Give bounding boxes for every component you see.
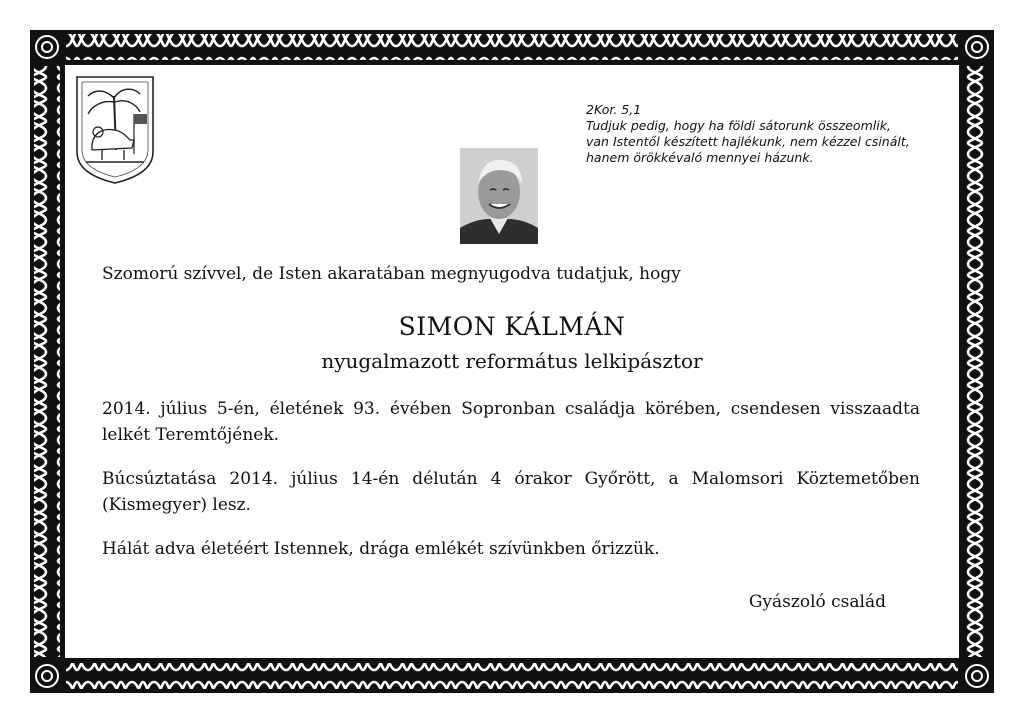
reformed-church-crest-icon <box>74 74 156 186</box>
deceased-name: SIMON KÁLMÁN <box>398 312 626 341</box>
deceased-title: nyugalmazott református lelkipásztor <box>321 349 703 373</box>
death-notice <box>66 66 958 657</box>
death-paragraph: 2014. július 5-én, életének 93. évében Sopronban családja körében, csendesen visszaadta lelkét Teremtőjének. <box>102 399 920 445</box>
verse-reference: 2Kor. 5,1 <box>586 102 642 117</box>
gratitude-paragraph: Hálát adva életéért Istennek, drága emlékét szívünkben őrizzük. <box>102 539 660 559</box>
portrait-photo <box>460 148 538 244</box>
intro-text: Szomorú szívvel, de Isten akaratában megnyugodva tudatjuk, hogy <box>102 264 681 284</box>
signature: Gyászoló család <box>748 592 886 612</box>
funeral-paragraph: Búcsúztatása 2014. július 14-én délután 4 órakor Győrött, a Malomsori Köztemetőben (Kismegyer) lesz. <box>102 469 920 515</box>
verse-text: Tudjuk pedig, hogy ha földi sátorunk összeomlik, van Istentől készített hajlékunk, nem kézzel csinált, hanem örökkévaló mennyei házunk. <box>586 118 910 165</box>
bible-verse <box>586 102 926 166</box>
